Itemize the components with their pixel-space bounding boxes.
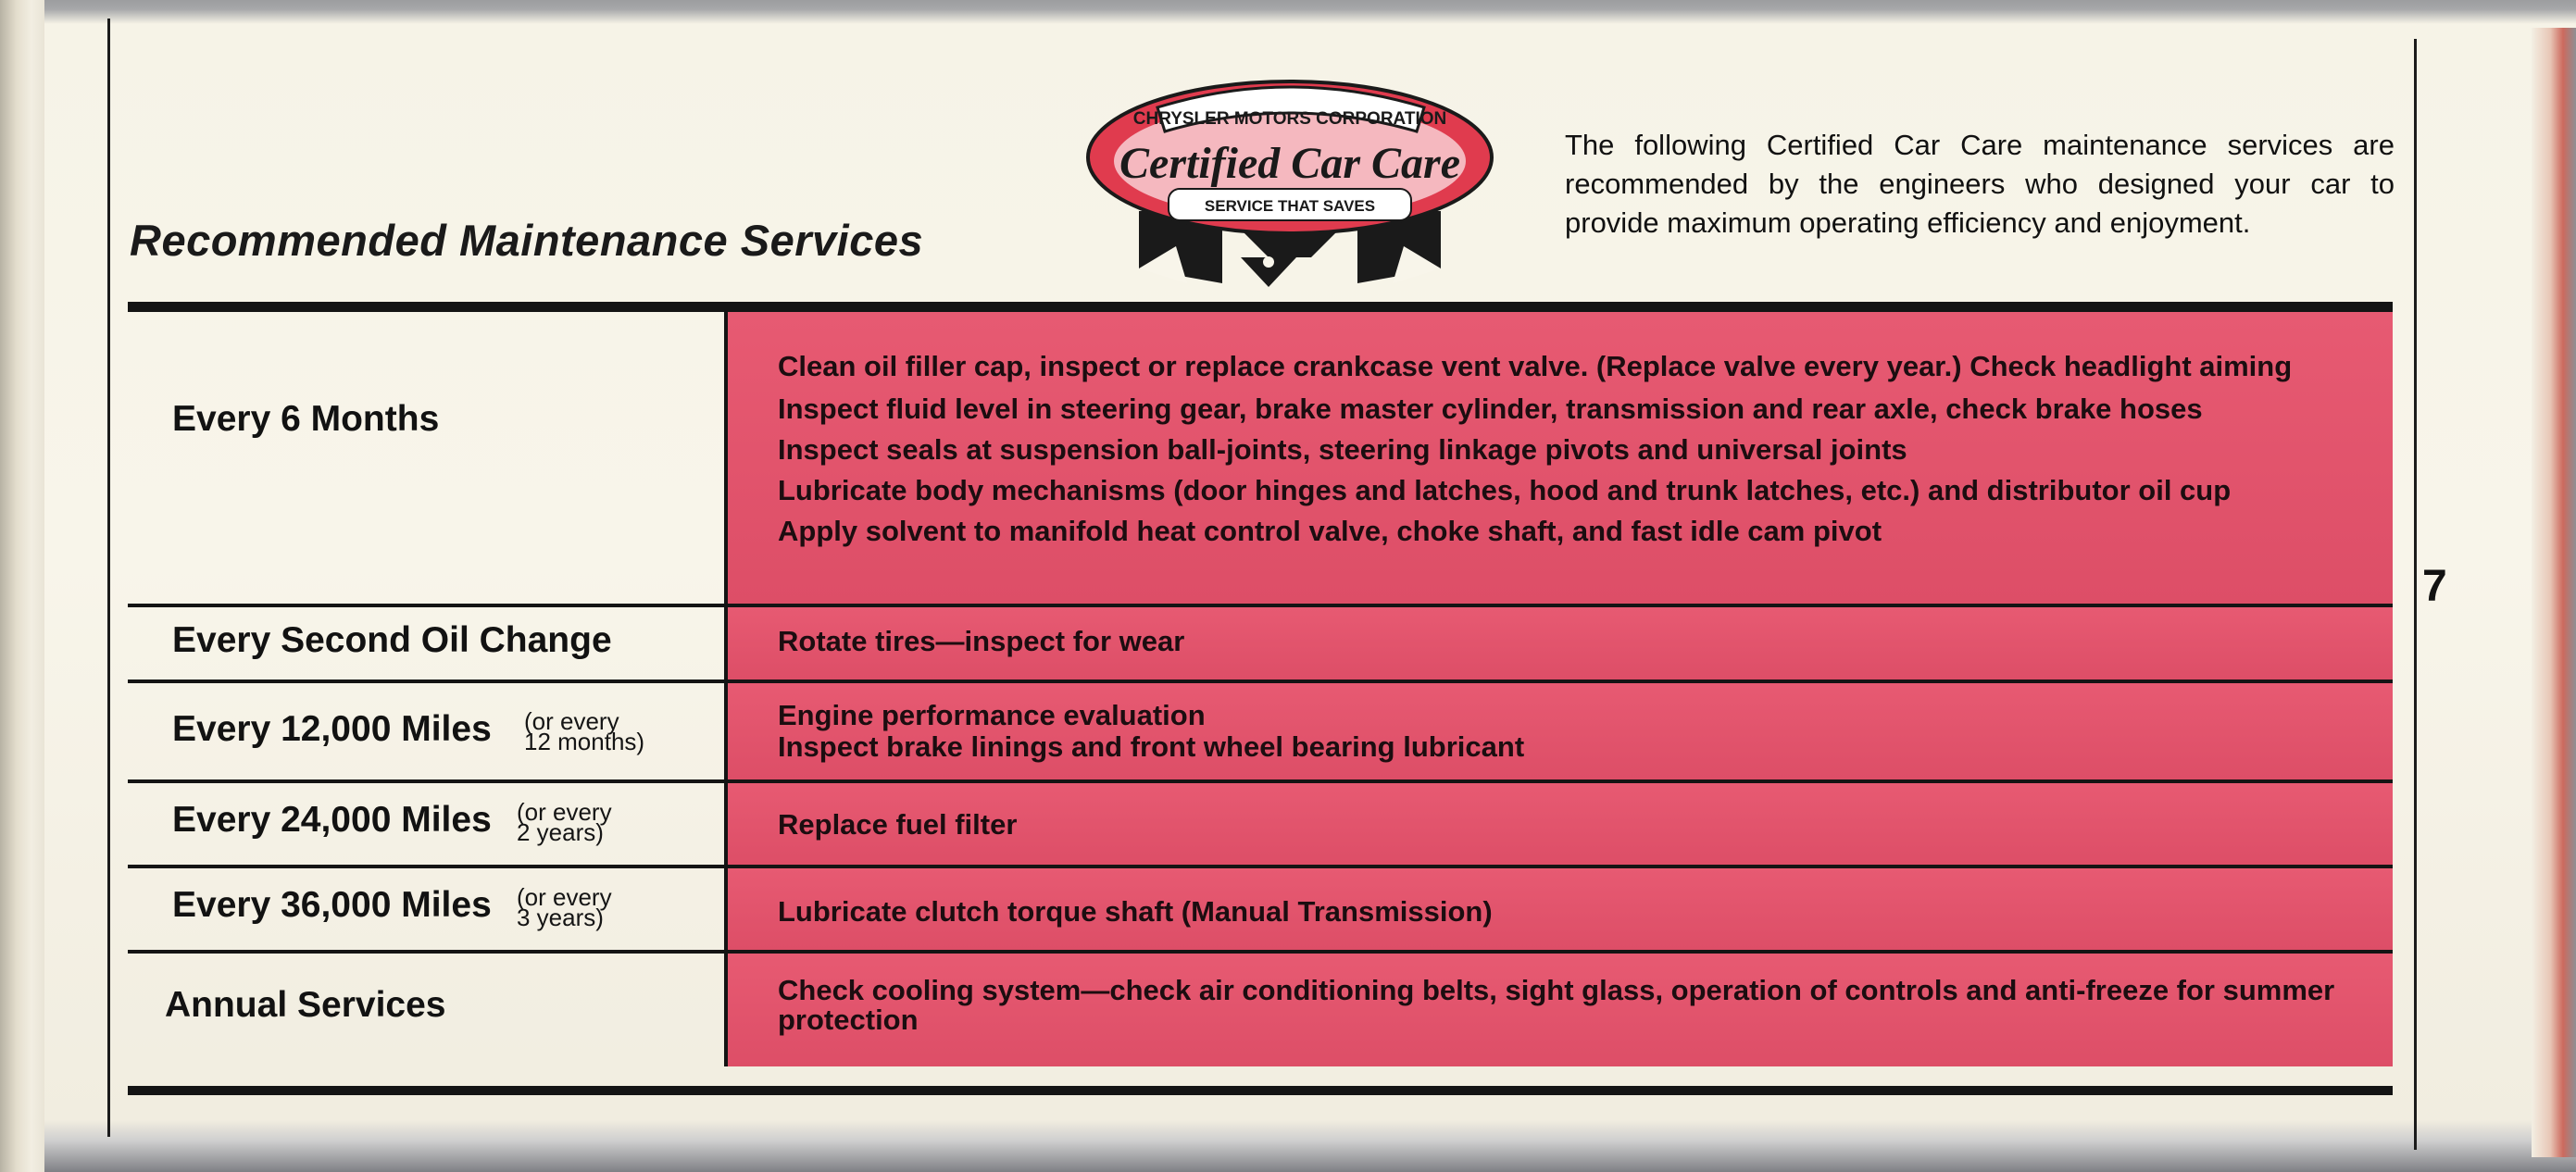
logo-script-text: Certified Car Care — [1119, 139, 1460, 188]
left-margin-rule — [107, 19, 110, 1137]
service-line: Engine performance evaluation — [778, 699, 1206, 731]
service-line: Inspect brake linings and front wheel bearing lubricant — [778, 730, 1525, 763]
table-row — [128, 868, 2393, 954]
service-line: Inspect fluid level in steering gear, brake master cylinder, transmission and rear axle, check brake hoses — [778, 393, 2203, 425]
services-cell — [728, 954, 2393, 1066]
service-line: Clean oil filler cap, inspect or replace crankcase vent valve. (Replace valve every year.) Check headlight aiming — [778, 350, 2293, 382]
interval-label: Every 6 Months — [172, 399, 440, 439]
table-row — [128, 312, 2393, 607]
service-line: Apply solvent to manifold heat control valve, choke shaft, and fast idle cam pivot — [778, 515, 1882, 547]
certified-car-care-logo — [1083, 72, 1496, 300]
logo-bottom-text: SERVICE THAT SAVES — [1204, 197, 1376, 215]
binding-edge — [0, 0, 44, 1172]
service-line: Replace fuel filter — [778, 808, 1018, 841]
page-number: 7 — [2422, 562, 2447, 611]
logo-top-text: CHRYSLER MOTORS CORPORATION — [1132, 109, 1447, 129]
services-cell — [728, 312, 2393, 604]
interval-cell — [128, 783, 728, 865]
interval-label: Every Second Oil Change — [172, 620, 612, 660]
interval-label: Every 12,000 Miles — [172, 709, 492, 749]
service-line: Rotate tires—inspect for wear — [778, 625, 1185, 657]
service-line: Lubricate body mechanisms (door hinges and latches, hood and trunk latches, etc.) and distributor oil cup — [778, 474, 2232, 506]
interval-note: (or every 3 years) — [517, 883, 612, 931]
interval-cell — [128, 954, 728, 1066]
service-line: Inspect seals at suspension ball-joints, steering linkage pivots and universal joints — [778, 433, 1907, 466]
services-cell — [728, 783, 2393, 865]
table-row — [128, 783, 2393, 868]
interval-label: Every 24,000 Miles — [172, 800, 492, 840]
right-margin-rule — [2414, 39, 2417, 1150]
services-cell — [728, 683, 2393, 779]
intro-paragraph: The following Certified Car Care maintenance services are recommended by the engineers who designed your car to provide maximum operating efficiency and enjoyment. — [1565, 129, 2395, 239]
table-row — [128, 607, 2393, 683]
services-cell — [728, 607, 2393, 680]
interval-cell — [128, 607, 728, 680]
page-edge — [2532, 28, 2576, 1157]
interval-cell — [128, 868, 728, 950]
maintenance-table — [128, 302, 2393, 1095]
interval-note: (or every 12 months) — [524, 707, 645, 755]
interval-note: (or every 2 years) — [517, 798, 612, 846]
table-row — [128, 954, 2393, 1066]
services-cell — [728, 868, 2393, 950]
interval-cell — [128, 312, 728, 604]
page-title: Recommended Maintenance Services — [130, 216, 924, 265]
service-line: Lubricate clutch torque shaft (Manual Transmission) — [778, 895, 1493, 928]
interval-cell — [128, 683, 728, 779]
table-row — [128, 683, 2393, 783]
interval-label: Annual Services — [165, 985, 446, 1025]
interval-label: Every 36,000 Miles — [172, 885, 492, 925]
service-line: Check cooling system—check air conditioning belts, sight glass, operation of controls and anti-freeze for summer protection — [778, 974, 2335, 1036]
